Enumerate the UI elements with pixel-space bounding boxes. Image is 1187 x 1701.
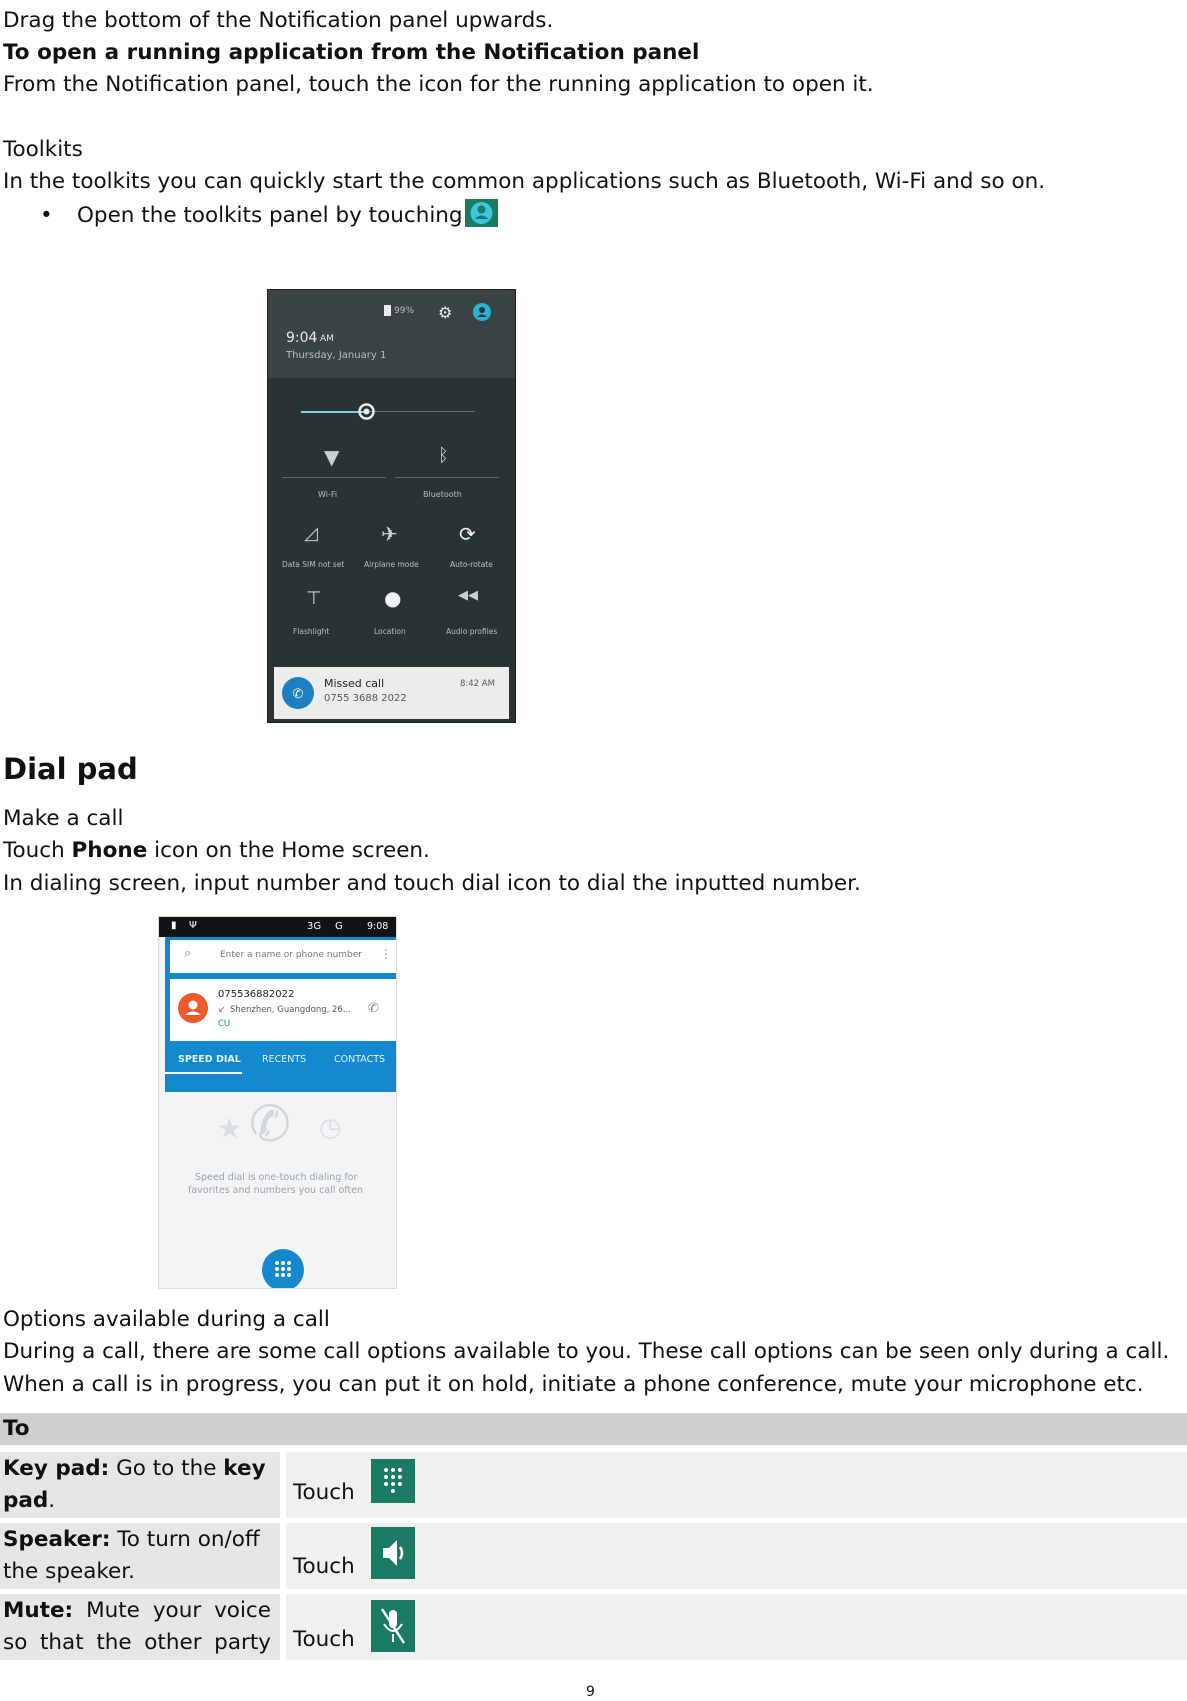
mute-word: party (214, 1630, 271, 1655)
speaker-line1 (3, 1524, 260, 1556)
network-g: G (335, 921, 343, 932)
search-input[interactable]: Enter a name or phone number (220, 950, 362, 960)
mute-line1 (3, 1595, 271, 1627)
brightness-icon[interactable] (356, 401, 377, 422)
mute-word: voice (214, 1598, 271, 1623)
usb-icon: Ψ (189, 920, 197, 931)
mute-touch-label: Touch (293, 1627, 355, 1652)
wifi-icon[interactable]: ▼ (324, 445, 340, 469)
page-number: 9 (586, 1684, 595, 1700)
tab-contacts[interactable]: CONTACTS (334, 1054, 386, 1065)
mute-word: that (40, 1630, 84, 1655)
table-row (0, 1452, 1187, 1518)
text-touch-icon: From the Notification panel, touch the icon for the running application to open it. (3, 72, 874, 97)
airplane-label: Airplane mode (364, 560, 419, 569)
call-icon[interactable]: ✆ (368, 1001, 379, 1016)
notification-title: Missed call (324, 677, 385, 690)
auto-rotate-label: Auto-rotate (450, 560, 493, 569)
heading-call-options: Options available during a call (3, 1307, 330, 1332)
user-icon (473, 303, 491, 321)
battery-icon (384, 305, 391, 316)
mute-word: the (96, 1630, 132, 1655)
missed-call-icon (282, 677, 314, 709)
keypad-period: . (48, 1488, 56, 1513)
keypad-icon[interactable] (371, 1459, 415, 1503)
touch-phone-c: icon on the Home screen. (147, 838, 430, 863)
tab-recents[interactable]: RECENTS (262, 1054, 307, 1065)
keypad-bold3: pad (3, 1488, 49, 1513)
status-time: 9:08 (367, 921, 389, 932)
text-drag-panel: Drag the bottom of the Notification panel upwards. (3, 8, 554, 33)
clock-ampm: AM (320, 334, 334, 344)
row-mute-action (286, 1594, 1187, 1660)
date-text: Thursday, January 1 (286, 350, 387, 361)
caller-number: 075536882022 (218, 989, 295, 1000)
table-header (0, 1413, 1187, 1445)
caller-location: Shenzhen, Guangdong, 26... (230, 1005, 351, 1015)
row-speaker-desc (0, 1523, 280, 1589)
text-call-options-desc: During a call, there are some call options available to you. These call options can be seen only during a call. (3, 1339, 1170, 1364)
text-toolkits-desc: In the toolkits you can quickly start the common applications such as Bluetooth, Wi-Fi and so on. (3, 169, 1046, 194)
location-icon[interactable]: ● (384, 586, 402, 610)
contact-avatar-icon (178, 993, 208, 1023)
table-row (0, 1523, 1187, 1589)
heading-open-running-app: To open a running application from the Notification panel (3, 40, 700, 65)
touch-phone-a: Touch (3, 838, 72, 863)
heading-dial-pad: Dial pad (3, 752, 138, 786)
keypad-bold: Key pad: (3, 1456, 110, 1481)
touch-phone-bold: Phone (71, 838, 148, 863)
airplane-icon[interactable]: ✈ (381, 522, 398, 546)
sim-icon: ▮ (171, 920, 177, 931)
data-sim-icon[interactable]: ◿ (304, 523, 318, 544)
gear-icon: ⚙ (438, 303, 453, 322)
dialpad-fab-icon[interactable] (262, 1249, 304, 1289)
tab-speed-dial[interactable]: SPEED DIAL (178, 1054, 241, 1065)
flashlight-label: Flashlight (293, 627, 330, 636)
table-header-label: To (3, 1416, 30, 1441)
location-label: Location (374, 627, 406, 636)
empty-state-line1: Speed dial is one-touch dialing for (195, 1172, 358, 1183)
divider (395, 477, 499, 478)
quick-settings-screenshot (267, 289, 516, 723)
battery-level: 99% (394, 306, 415, 316)
tab-indicator (165, 1072, 242, 1074)
text-make-call: Make a call (3, 806, 124, 831)
audio-profiles-label: Audio profiles (446, 627, 498, 636)
more-options-icon[interactable]: ⋮ (380, 947, 392, 961)
recent-call-card[interactable] (170, 979, 396, 1041)
speaker-touch-label: Touch (293, 1554, 355, 1579)
row-keypad-action (286, 1452, 1187, 1518)
row-speaker-action (286, 1523, 1187, 1589)
phone-icon: ✆ (249, 1095, 291, 1153)
missed-call-notification[interactable] (274, 667, 509, 719)
svg-text:✆: ✆ (292, 687, 304, 702)
mute-word: Mute (86, 1598, 140, 1623)
star-icon: ★ (217, 1112, 243, 1145)
text-call-in-progress: When a call is in progress, you can put it on hold, initiate a phone conference, mute your microphone etc. (3, 1372, 1144, 1397)
mute-line2 (3, 1627, 271, 1659)
keypad-bold2: key (223, 1456, 266, 1481)
status-bar (159, 917, 396, 937)
search-icon: ⌕ (184, 946, 192, 961)
divider (282, 477, 386, 478)
mute-word: so (3, 1630, 28, 1655)
flashlight-icon[interactable]: ⊤ (306, 588, 322, 609)
open-toolkits-label: Open the toolkits panel by touching (77, 203, 463, 228)
notification-time: 8:42 AM (460, 679, 495, 689)
speaker-text: To turn on/off (110, 1527, 260, 1552)
clock-time: 9:04 (286, 330, 318, 346)
data-sim-label: Data SIM not set (282, 560, 345, 569)
wifi-label: Wi-Fi (318, 490, 338, 499)
heading-toolkits: Toolkits (3, 137, 83, 162)
speaker-line2: the speaker. (3, 1559, 135, 1584)
mute-bold: Mute: (3, 1598, 74, 1623)
missed-arrow-icon: ↙ (218, 1005, 226, 1015)
notification-number: 0755 3688 2022 (324, 693, 407, 704)
keypad-line2 (3, 1485, 55, 1517)
network-3g: 3G (307, 921, 322, 932)
caller-carrier: CU (218, 1019, 231, 1029)
auto-rotate-icon[interactable]: ⟳ (459, 522, 476, 546)
bluetooth-label: Bluetooth (423, 490, 462, 499)
mute-mic-icon[interactable] (371, 1600, 415, 1652)
speaker-bold: Speaker: (3, 1527, 111, 1552)
text-open-toolkits (77, 203, 498, 231)
mute-word: your (152, 1598, 202, 1623)
clock-icon: ◷ (319, 1113, 342, 1143)
table-row (0, 1594, 1187, 1660)
mute-word: other (144, 1630, 202, 1655)
keypad-text: Go to the (109, 1456, 224, 1481)
search-bar[interactable] (170, 940, 396, 973)
user-icon (465, 199, 498, 227)
keypad-touch-label: Touch (293, 1480, 355, 1505)
empty-state-line2: favorites and numbers you call often (188, 1185, 364, 1196)
brightness-track (367, 411, 475, 412)
keypad-line1 (3, 1453, 266, 1485)
row-mute-desc (0, 1594, 280, 1660)
audio-profiles-icon[interactable]: ◀◀ (458, 588, 478, 603)
row-keypad-desc (0, 1452, 280, 1518)
text-dialing-screen: In dialing screen, input number and touch dial icon to dial the inputted number. (3, 871, 861, 896)
speaker-icon[interactable] (371, 1527, 415, 1579)
dialer-screenshot (158, 916, 397, 1289)
text-touch-phone (3, 838, 430, 864)
bluetooth-icon[interactable]: ᛒ (438, 445, 449, 466)
bullet: • (40, 203, 53, 228)
